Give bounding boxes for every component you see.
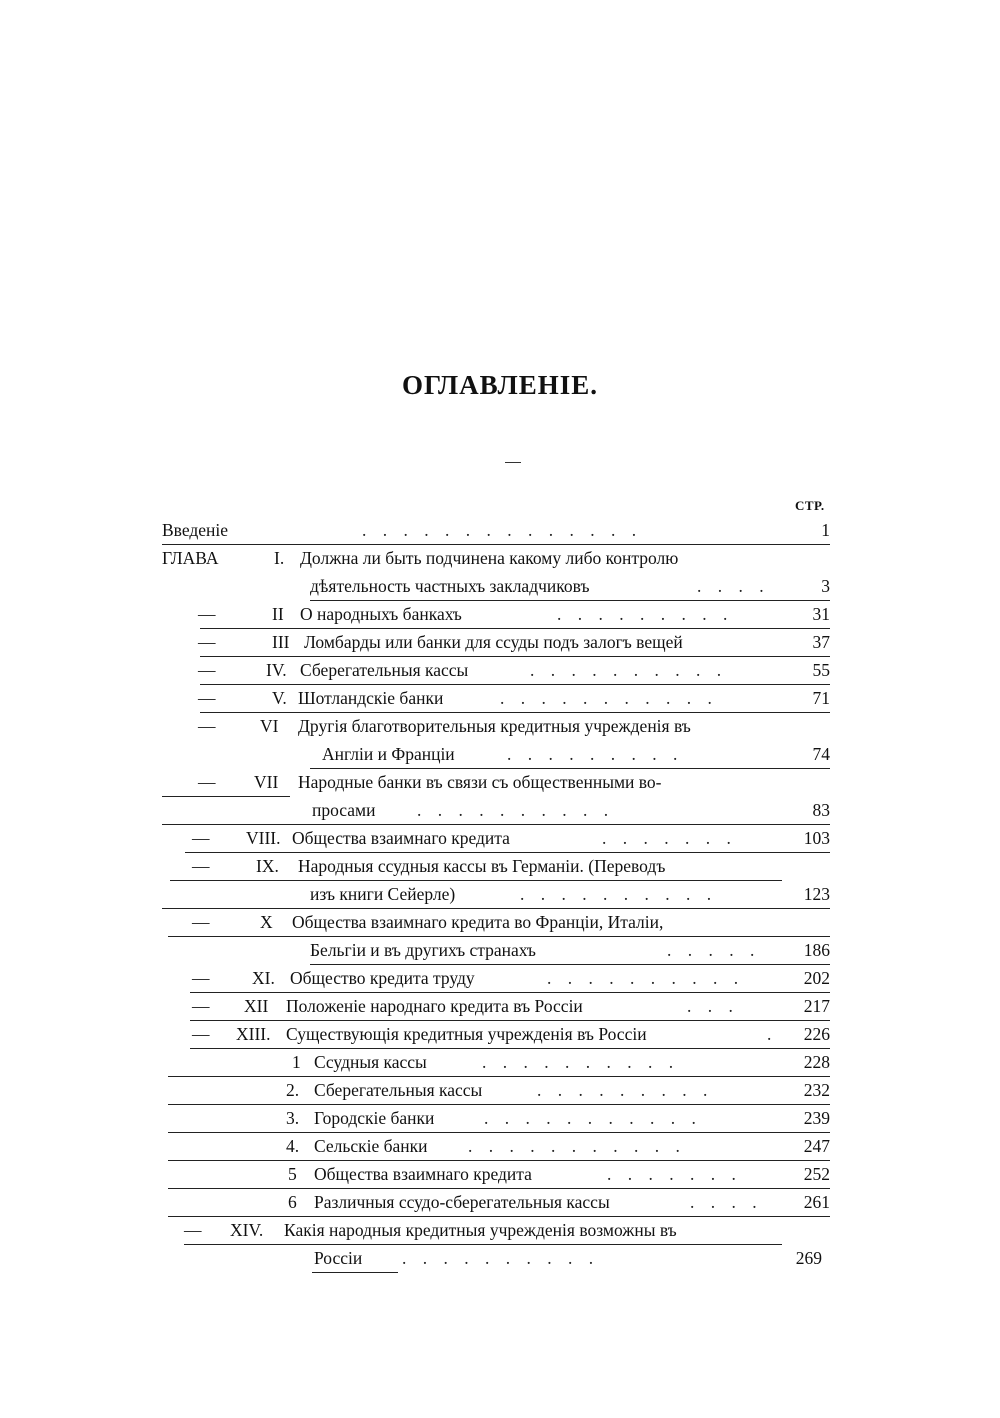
section-number: 4. bbox=[286, 1136, 300, 1156]
toc-entry bbox=[162, 600, 830, 628]
leader-dots: . . . . . . . . . . . bbox=[500, 688, 718, 708]
section-number: 5 bbox=[288, 1164, 297, 1184]
leader-dots: . . . . bbox=[690, 1192, 763, 1212]
section-number: 6 bbox=[288, 1192, 297, 1212]
dash-mark: — bbox=[184, 1220, 202, 1240]
toc-entry bbox=[162, 712, 830, 740]
toc-entry bbox=[162, 1020, 830, 1048]
entry-title: Существующія кредитныя учрежденія въ Россіи bbox=[286, 1024, 647, 1044]
chapter-number: IX. bbox=[256, 856, 279, 876]
toc-entry bbox=[162, 544, 830, 572]
toc-entry bbox=[162, 628, 830, 656]
entry-title: Бельгіи и въ другихъ странахъ bbox=[310, 940, 536, 960]
toc-entry bbox=[162, 740, 830, 768]
entry-title: Общества взаимнаго кредита bbox=[314, 1164, 532, 1184]
chapter-number: XIV. bbox=[230, 1220, 264, 1240]
entry-title: Народные банки въ связи съ общественными во- bbox=[298, 772, 662, 792]
entry-title: Какія народныя кредитныя учрежденія возможны въ bbox=[284, 1220, 677, 1240]
dash-mark: — bbox=[198, 604, 216, 624]
page-number: 228 bbox=[803, 1052, 830, 1072]
chapter-number: III bbox=[272, 632, 290, 652]
leader-dots: . . . . . . . . . . bbox=[530, 660, 728, 680]
toc-entry bbox=[162, 1244, 830, 1272]
entry-title: Ломбарды или банки для ссуды подъ залогъ вещей bbox=[304, 632, 683, 652]
entry-title: Должна ли быть подчинена какому либо контролю bbox=[300, 548, 679, 568]
entry-title: Англіи и Франціи bbox=[322, 744, 455, 764]
toc-entry bbox=[162, 992, 830, 1020]
leader-dots: . . . . . . . bbox=[602, 828, 737, 848]
dash-mark: — bbox=[198, 632, 216, 652]
page-number: 247 bbox=[803, 1136, 830, 1156]
entry-title: Различныя ссудо-сберегательныя кассы bbox=[314, 1192, 610, 1212]
leader-dots: . . . . . . . . . . . . . . bbox=[362, 520, 643, 540]
toc-entry bbox=[162, 768, 830, 796]
chapter-number: VIII. bbox=[246, 828, 281, 848]
toc-entry bbox=[162, 852, 830, 880]
entry-title: Ссудныя кассы bbox=[314, 1052, 427, 1072]
chapter-number: I. bbox=[274, 548, 285, 568]
page-number: 103 bbox=[803, 828, 830, 848]
toc-entry bbox=[162, 1048, 830, 1076]
page-column-header: СТР. bbox=[795, 498, 825, 513]
entry-title: Сберегательныя кассы bbox=[300, 660, 469, 680]
chapter-number: XII bbox=[244, 996, 269, 1016]
page-title: ОГЛАВЛЕНІЕ. bbox=[401, 370, 599, 400]
leader-dots: . . . . . . . . . . bbox=[402, 1248, 600, 1268]
toc-entry bbox=[162, 1076, 830, 1104]
leader-dots: . . . bbox=[687, 996, 739, 1016]
entry-title: Общества взаимнаго кредита во Франціи, Италіи, bbox=[292, 912, 664, 932]
section-number: 2. bbox=[286, 1080, 300, 1100]
dash-mark: — bbox=[192, 912, 210, 932]
page-number: 3 bbox=[821, 576, 830, 596]
chapter-number: IV. bbox=[266, 660, 287, 680]
leader-dots: . . . . . bbox=[667, 940, 761, 960]
chapter-number: VI bbox=[260, 716, 279, 736]
chapter-number: VII bbox=[254, 772, 279, 792]
entry-title: Сельскіе банки bbox=[314, 1136, 428, 1156]
dash-mark: — bbox=[198, 688, 216, 708]
leader-dots: . . . . . . . . . bbox=[507, 744, 684, 764]
page-number: 202 bbox=[803, 968, 830, 988]
entry-title: Другія благотворительныя кредитныя учрежденія въ bbox=[298, 716, 691, 736]
page-number: 252 bbox=[803, 1164, 830, 1184]
leader-dots: . . . . . . . . . bbox=[557, 604, 734, 624]
page-number: 261 bbox=[803, 1192, 830, 1212]
page-number: 74 bbox=[812, 744, 830, 764]
toc-entry bbox=[162, 796, 830, 824]
page-number: 217 bbox=[803, 996, 830, 1016]
page-number: 226 bbox=[803, 1024, 830, 1044]
toc-entry bbox=[162, 936, 830, 964]
page-number: 55 bbox=[812, 660, 830, 680]
dash-mark: — bbox=[198, 660, 216, 680]
entry-title: Шотландскіе банки bbox=[298, 688, 444, 708]
entry-title: Положеніе народнаго кредита въ Россіи bbox=[286, 996, 583, 1016]
toc-entry bbox=[162, 824, 830, 852]
page-number: 239 bbox=[803, 1108, 830, 1128]
page-number: 71 bbox=[812, 688, 830, 708]
toc-entry bbox=[162, 1216, 830, 1244]
entry-title: Сберегательныя кассы bbox=[314, 1080, 483, 1100]
title-divider bbox=[505, 462, 521, 463]
entry-title: дѣятельность частныхъ закладчиковъ bbox=[310, 576, 590, 596]
toc-entry bbox=[162, 964, 830, 992]
toc-entry bbox=[162, 908, 830, 936]
chapter-number: XIII. bbox=[236, 1024, 271, 1044]
section-number: 1 bbox=[292, 1052, 301, 1072]
entry-title: О народныхъ банкахъ bbox=[300, 604, 462, 624]
entry-title: Россіи bbox=[314, 1248, 363, 1268]
rule bbox=[312, 1272, 398, 1273]
toc-entry bbox=[162, 1160, 830, 1188]
leader-dots: . . . . . . . bbox=[607, 1164, 742, 1184]
entry-title: Народныя ссудныя кассы въ Германіи. (Переводъ bbox=[298, 856, 666, 876]
toc-entry bbox=[162, 880, 830, 908]
page-number: 232 bbox=[803, 1080, 830, 1100]
dash-mark: — bbox=[192, 856, 210, 876]
entry-title: Городскіе банки bbox=[314, 1108, 435, 1128]
page-number: 186 bbox=[803, 940, 830, 960]
entry-title: изъ книги Сейерле) bbox=[310, 884, 456, 904]
toc-entry bbox=[162, 572, 830, 600]
chapter-number: XI. bbox=[252, 968, 275, 988]
toc-entry bbox=[162, 684, 830, 712]
entry-title: Общество кредита труду bbox=[290, 968, 475, 988]
leader-dots: . bbox=[767, 1024, 778, 1044]
page-number: 31 bbox=[812, 604, 830, 624]
leader-dots: . . . . . . . . . . . bbox=[484, 1108, 702, 1128]
chapter-number: V. bbox=[272, 688, 287, 708]
page-number: 269 bbox=[795, 1248, 822, 1268]
leader-dots: . . . . . . . . . . bbox=[547, 968, 745, 988]
leader-dots: . . . . . . . . . . bbox=[417, 800, 615, 820]
toc-entry bbox=[162, 1104, 830, 1132]
toc-entry bbox=[162, 1132, 830, 1160]
leader-dots: . . . . . . . . . . . bbox=[468, 1136, 686, 1156]
leader-dots: . . . . . . . . . . bbox=[520, 884, 718, 904]
section-number: 3. bbox=[286, 1108, 300, 1128]
leader-dots: . . . . . . . . . bbox=[537, 1080, 714, 1100]
entry-label: Введеніе bbox=[162, 520, 229, 540]
toc-entry bbox=[162, 516, 830, 544]
dash-mark: — bbox=[192, 828, 210, 848]
dash-mark: — bbox=[192, 996, 210, 1016]
leader-dots: . . . . bbox=[697, 576, 770, 596]
page-number: 1 bbox=[821, 520, 830, 540]
leader-dots: . . . . . . . . . . bbox=[482, 1052, 680, 1072]
chapter-number: X bbox=[260, 912, 273, 932]
page-number: 83 bbox=[812, 800, 830, 820]
entry-title: Общества взаимнаго кредита bbox=[292, 828, 510, 848]
toc-entry bbox=[162, 1188, 830, 1216]
entry-title: просами bbox=[312, 800, 376, 820]
dash-mark: — bbox=[198, 772, 216, 792]
dash-mark: — bbox=[192, 1024, 210, 1044]
dash-mark: — bbox=[192, 968, 210, 988]
page-number: 37 bbox=[812, 632, 830, 652]
chapter-number: II bbox=[272, 604, 284, 624]
toc-entry bbox=[162, 656, 830, 684]
page-number: 123 bbox=[803, 884, 830, 904]
chapter-label: ГЛАВА bbox=[162, 548, 219, 568]
dash-mark: — bbox=[198, 716, 216, 736]
